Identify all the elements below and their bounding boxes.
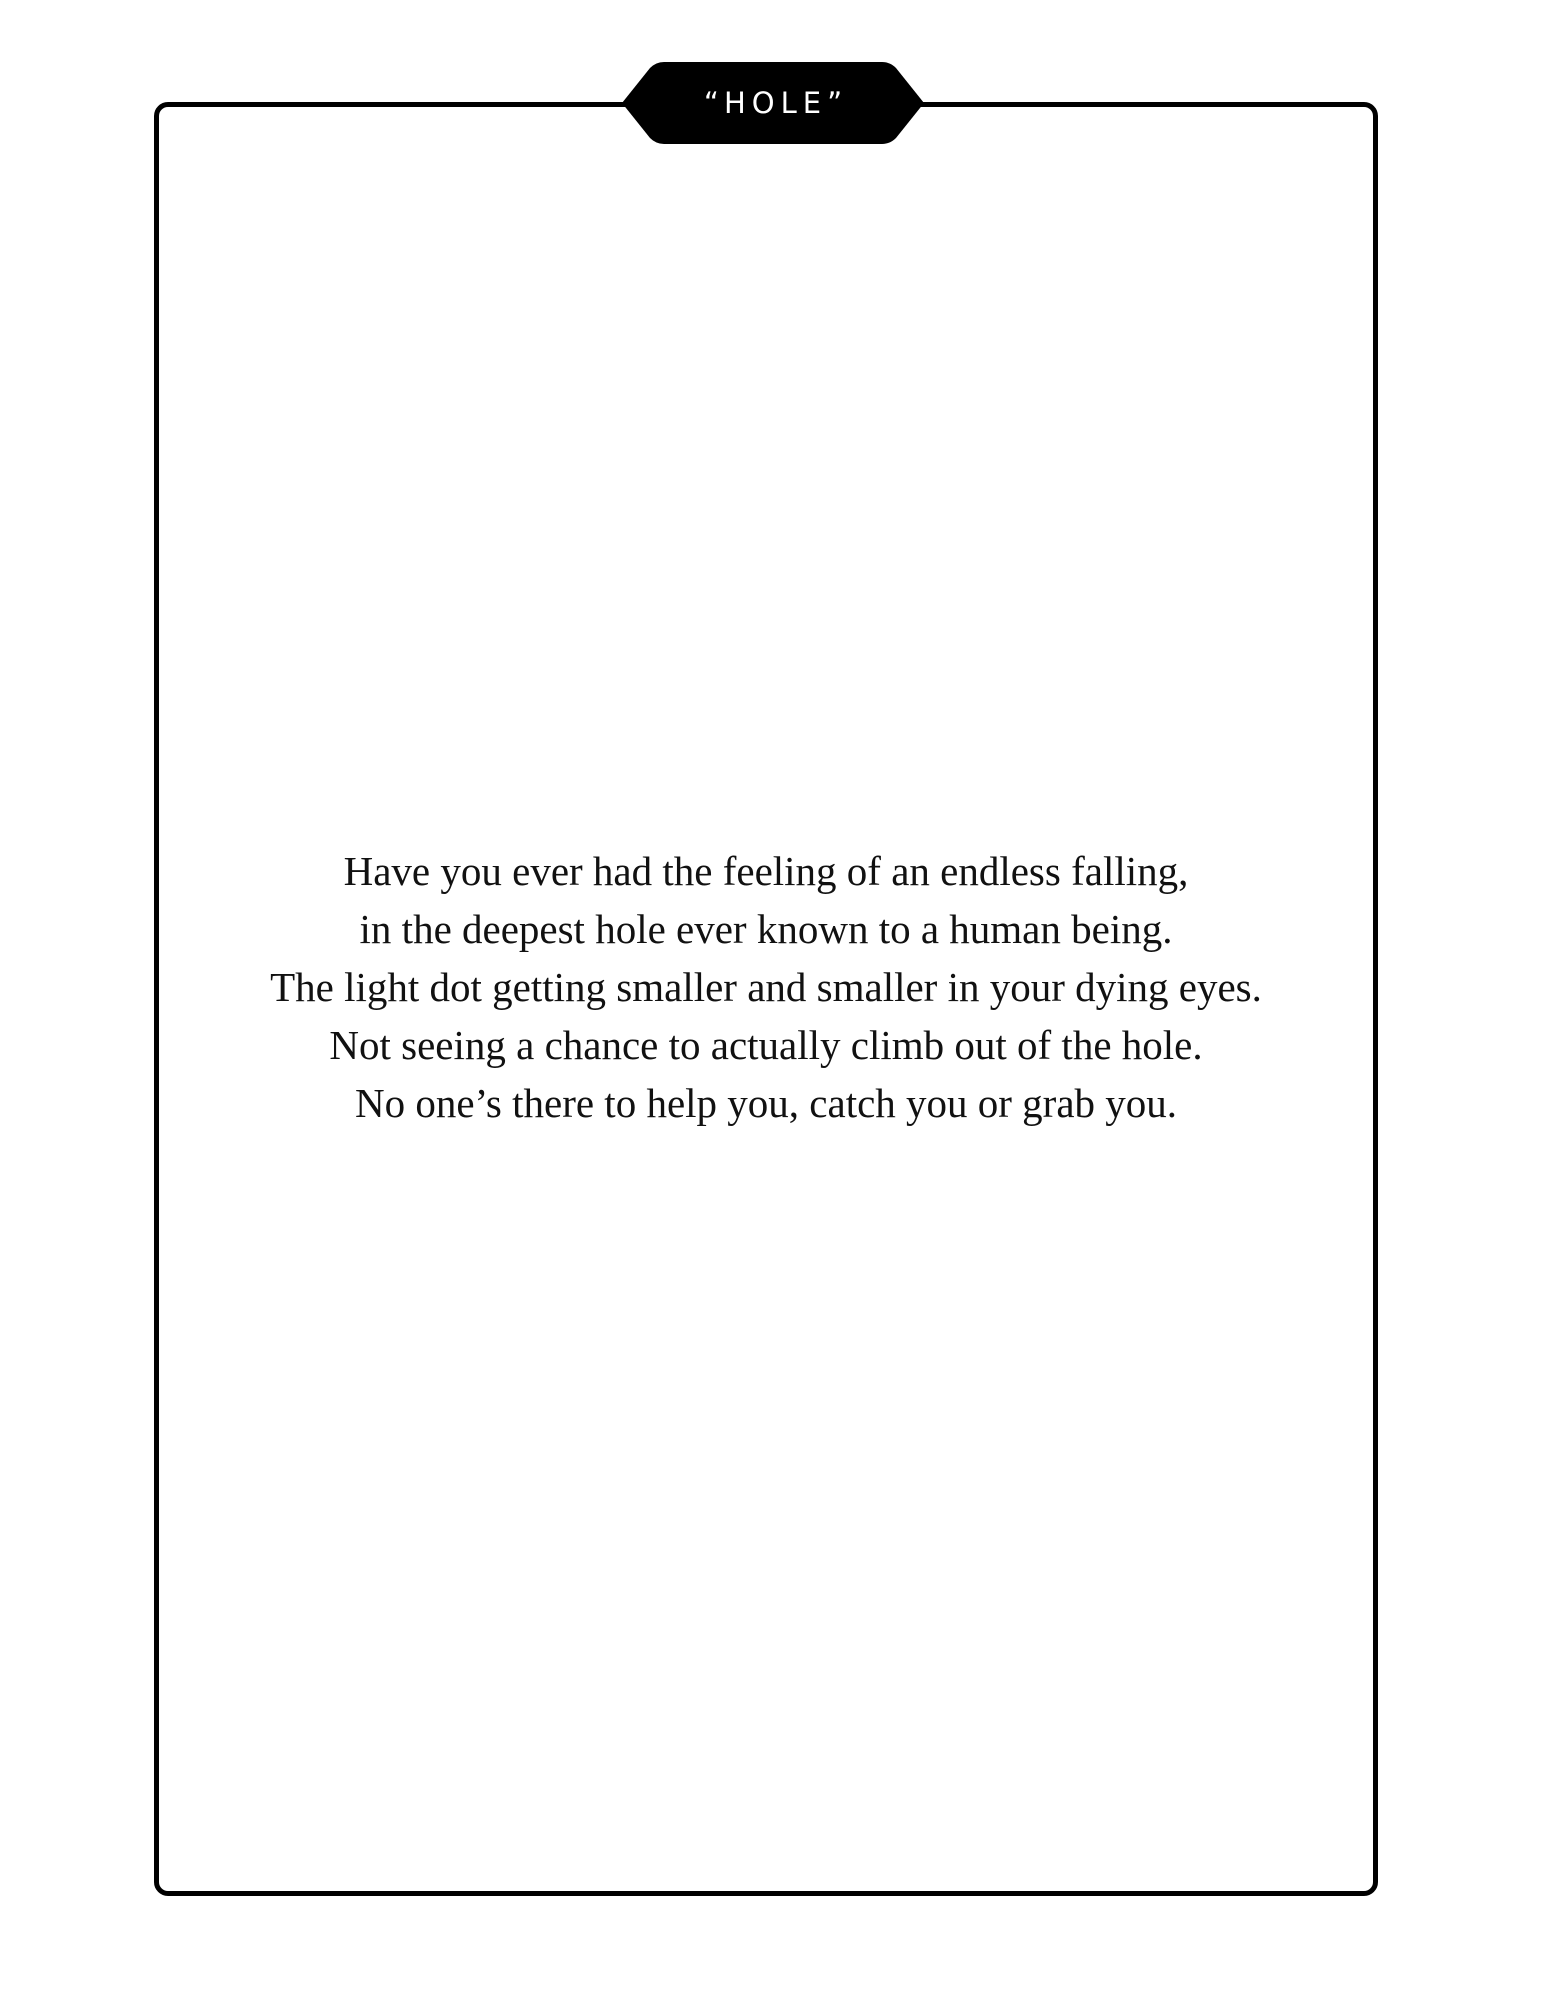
poem-line: Not seeing a chance to actually climb out of the hole. [329, 1022, 1203, 1068]
title-tab [620, 60, 926, 146]
poem-line: in the deepest hole ever known to a human being. [359, 906, 1173, 952]
poem [154, 842, 1378, 1132]
poem-line: Have you ever had the feeling of an endless falling, [343, 848, 1189, 894]
poem-line: No one’s there to help you, catch you or grab you. [354, 1080, 1178, 1126]
poem-line: The light dot getting smaller and smaller in your dying eyes. [270, 964, 1262, 1010]
page-title: “HOLE” [703, 86, 849, 120]
